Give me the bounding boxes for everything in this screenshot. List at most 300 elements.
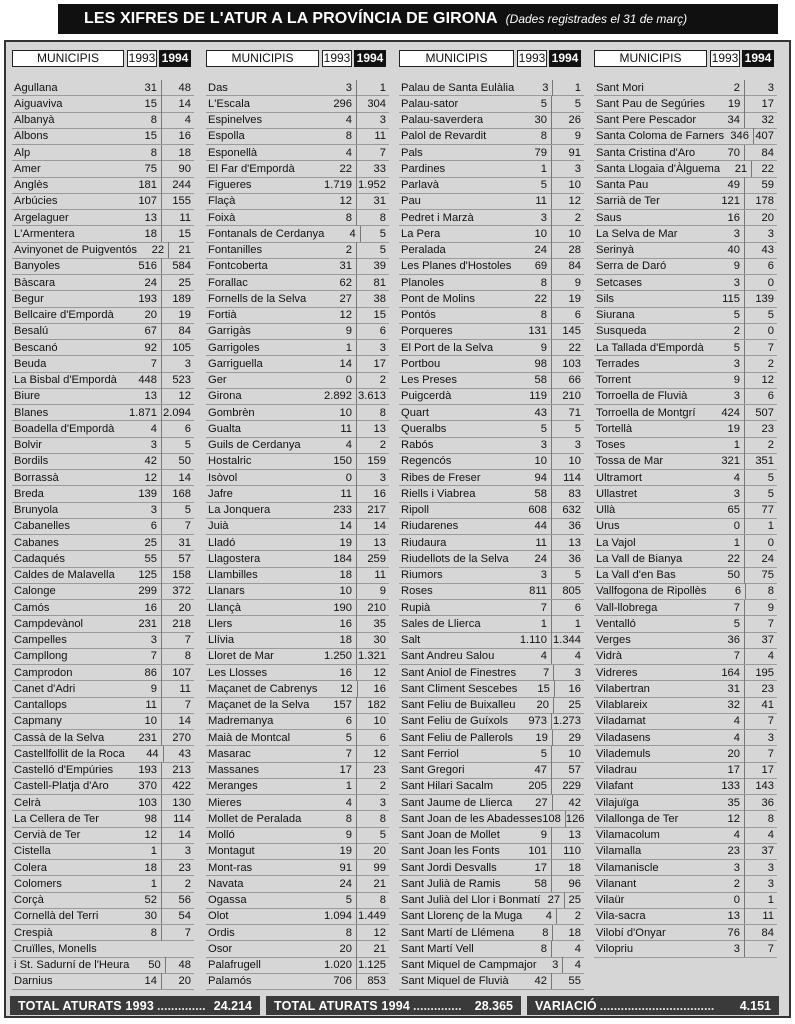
table-row (12, 145, 194, 161)
table-row (206, 893, 389, 909)
table-row (12, 681, 194, 697)
value-1993: 3 (733, 861, 740, 874)
value-1993: 10 (534, 227, 547, 240)
rows-list (399, 80, 584, 990)
municipality-name: Ripoll (401, 504, 429, 517)
table-row (206, 779, 389, 795)
table-row (594, 324, 777, 340)
value-1993: 3 (150, 504, 157, 517)
municipality-name: Llers (208, 617, 233, 630)
value-1994: 1.125 (356, 957, 389, 973)
table-row (594, 730, 777, 746)
value-1994: 23 (744, 681, 777, 697)
value-1993: 8 (540, 130, 547, 143)
value-1993: 16 (144, 601, 157, 614)
value-1994: 3 (551, 437, 584, 453)
value-1993: 22 (534, 292, 547, 305)
value-1994: 5 (161, 437, 194, 453)
value-1993: 44 (146, 747, 159, 760)
value-1993: 115 (722, 292, 740, 305)
value-1993: 231 (138, 617, 157, 630)
municipality-name: Sant Andreu Salou (401, 650, 495, 663)
table-row (594, 551, 777, 567)
table-row (594, 421, 777, 437)
table-row (206, 925, 389, 941)
table-row (12, 925, 194, 941)
table-row (594, 844, 777, 860)
value-1994: 30 (356, 632, 389, 648)
municipality-name: Terrades (596, 357, 640, 370)
value-1994: 36 (551, 551, 584, 567)
value-1993: 12 (144, 471, 157, 484)
value-1993: 4 (345, 114, 352, 127)
table-row (12, 584, 194, 600)
municipality-name: Juià (208, 520, 229, 533)
value-1994: 4 (562, 957, 584, 973)
table-row (399, 129, 584, 145)
value-1994: 11 (161, 210, 194, 226)
value-1994: 84 (161, 323, 194, 339)
value-1993: 4 (545, 910, 553, 923)
table-row (12, 259, 194, 275)
value-1994: 84 (744, 145, 777, 161)
municipality-name: Sant Julià del Llor i Bonmatí (401, 894, 541, 907)
value-1993: 133 (721, 780, 740, 793)
table-row (206, 633, 389, 649)
value-1993: 91 (339, 861, 352, 874)
value-1993: 98 (144, 812, 157, 825)
table-row (12, 893, 194, 909)
municipality-name: Lladó (208, 536, 236, 549)
value-1994: 5 (356, 242, 389, 258)
value-1994: 4 (551, 648, 584, 664)
value-1994: 195 (744, 665, 777, 681)
municipality-name: Sant Climent Sescebes (401, 682, 518, 695)
column-header (399, 50, 584, 67)
value-1994: 130 (161, 795, 194, 811)
value-1994: 2.094 (161, 405, 194, 421)
value-1994: 31 (161, 535, 194, 551)
table-row (399, 714, 584, 730)
municipality-name: Ordis (208, 926, 235, 939)
municipality-name: Riudarenes (401, 520, 459, 533)
municipality-name: Vilabertran (596, 682, 650, 695)
table-row (206, 795, 389, 811)
municipality-name: Susqueda (596, 325, 647, 338)
total-value: 28.365 (474, 998, 513, 1013)
table-row (12, 324, 194, 340)
municipality-name: La Vajol (596, 536, 636, 549)
value-1994: 107 (161, 665, 194, 681)
municipality-name: Santa Pau (596, 179, 649, 192)
municipality-name: Vilanant (596, 877, 637, 890)
municipality-name: Sant Feliu de Guíxols (401, 715, 508, 728)
value-1994: 7 (161, 632, 194, 648)
total-variacio (527, 996, 779, 1015)
table-row (206, 828, 389, 844)
value-1993: 10 (339, 585, 352, 598)
value-1993: 13 (727, 910, 740, 923)
value-1994: 1.449 (356, 908, 389, 924)
table-row (399, 96, 584, 112)
municipality-name: Fornells de la Selva (208, 292, 307, 305)
municipality-name: Espinelves (208, 114, 263, 127)
table-row (206, 113, 389, 129)
column-3 (399, 50, 584, 990)
table-row (206, 551, 389, 567)
table-row (399, 535, 584, 551)
value-1993: 16 (339, 617, 352, 630)
value-1994: 33 (356, 161, 389, 177)
value-1993: 8 (345, 926, 352, 939)
municipality-name: Crespià (14, 926, 53, 939)
value-1994: 16 (161, 128, 194, 144)
value-1993: 58 (534, 374, 547, 387)
municipality-name: Osor (208, 942, 233, 955)
municipality-name: Maçanet de Cabrenys (208, 682, 318, 695)
value-1993: 4 (733, 471, 740, 484)
value-1993: 1.871 (129, 406, 157, 419)
municipality-name: La Tallada d'Empordà (596, 341, 704, 354)
municipality-name: Les Llosses (208, 666, 268, 679)
table-row (594, 80, 777, 96)
value-1994: 10 (551, 453, 584, 469)
table-row (594, 925, 777, 941)
municipality-name: Santa Cristina d'Aro (596, 146, 696, 159)
value-1994: 9 (356, 583, 389, 599)
table-row (206, 405, 389, 421)
value-1993: 65 (727, 504, 740, 517)
table-row (594, 600, 777, 616)
municipality-name: Guils de Cerdanya (208, 439, 301, 452)
value-1994: 218 (161, 616, 194, 632)
municipality-name: Argelaguer (14, 211, 69, 224)
value-1994: 5 (356, 827, 389, 843)
municipality-name: Verges (596, 634, 631, 647)
municipality-name: Quart (401, 406, 429, 419)
value-1994: 114 (551, 470, 584, 486)
municipality-name: Torroella de Fluvià (596, 390, 688, 403)
table-row (206, 974, 389, 990)
value-1993: 47 (534, 764, 547, 777)
municipality-name: Molló (208, 829, 235, 842)
value-1993: 7 (150, 650, 157, 663)
table-row (12, 161, 194, 177)
value-1994: 9 (744, 600, 777, 616)
value-1993: 20 (339, 942, 352, 955)
table-row (206, 308, 389, 324)
table-row (399, 763, 584, 779)
table-row (206, 486, 389, 502)
value-1994: 523 (161, 372, 194, 388)
value-1993: 13 (144, 390, 157, 403)
value-1993: 2 (733, 325, 740, 338)
value-1994: 21 (356, 941, 389, 957)
table-row (399, 178, 584, 194)
value-1994: 16 (356, 486, 389, 502)
municipality-name: El Port de la Selva (401, 341, 494, 354)
value-1993: 19 (339, 845, 352, 858)
municipality-name: Parlavà (401, 179, 439, 192)
header-1994: 1994 (354, 50, 386, 67)
table-row (399, 746, 584, 762)
value-1993: 1.094 (324, 910, 352, 923)
table-row (12, 909, 194, 925)
table-row (399, 340, 584, 356)
municipality-name: Castelló d'Empúries (14, 764, 114, 777)
municipality-name: Vilafant (596, 780, 634, 793)
value-1994: 36 (744, 795, 777, 811)
value-1994: 31 (356, 193, 389, 209)
value-1994: 6 (744, 258, 777, 274)
table-row (594, 714, 777, 730)
table-row (206, 941, 389, 957)
municipality-name: Porqueres (401, 325, 453, 338)
table-row (12, 811, 194, 827)
total-label: TOTAL ATURATS 1993 (18, 998, 155, 1013)
municipality-name: Viladamat (596, 715, 646, 728)
municipality-name: i St. Sadurní de l'Heura (14, 959, 130, 972)
value-1993: 31 (727, 682, 740, 695)
municipality-name: Amer (14, 162, 41, 175)
table-row (594, 909, 777, 925)
table-row (594, 113, 777, 129)
value-1993: 18 (339, 569, 352, 582)
value-1994: 805 (551, 583, 584, 599)
municipality-name: Riudellots de la Selva (401, 552, 509, 565)
value-1993: 35 (727, 796, 740, 809)
value-1994: 14 (161, 96, 194, 112)
value-1994: 2 (744, 437, 777, 453)
table-row (12, 438, 194, 454)
value-1993: 3 (542, 81, 549, 94)
value-1993: 9 (345, 325, 352, 338)
table-row (594, 568, 777, 584)
municipality-name: Maçanet de la Selva (208, 699, 310, 712)
value-1993: 164 (721, 666, 740, 679)
value-1993: 4 (345, 796, 352, 809)
municipality-name: Celrà (14, 796, 41, 809)
value-1993: 1 (733, 536, 740, 549)
value-1993: 8 (150, 926, 157, 939)
value-1994: 7 (744, 746, 777, 762)
value-1994: 48 (161, 80, 194, 96)
municipality-name: Portbou (401, 357, 441, 370)
table-row (594, 259, 777, 275)
municipality-name: L'Escala (208, 97, 250, 110)
value-1993: 10 (339, 406, 352, 419)
value-1994: 407 (753, 128, 777, 144)
table-row (206, 129, 389, 145)
municipality-name: Llançà (208, 601, 241, 614)
municipality-name: Tossa de Mar (596, 455, 664, 468)
table-row (12, 194, 194, 210)
header-1993: 1993 (518, 51, 546, 65)
municipality-name: Cassà de la Selva (14, 731, 105, 744)
table-row (12, 243, 194, 259)
value-1993: 7 (540, 601, 547, 614)
table-row (399, 698, 584, 714)
table-row (594, 308, 777, 324)
table-row (399, 828, 584, 844)
municipality-name: Rabós (401, 439, 434, 452)
value-1993: 44 (534, 520, 547, 533)
table-row (12, 649, 194, 665)
municipality-name: La Bisbal d'Empordà (14, 374, 117, 387)
municipality-name: Jafre (208, 487, 233, 500)
value-1993: 15 (144, 130, 157, 143)
table-row (12, 665, 194, 681)
value-1993: 16 (727, 211, 740, 224)
municipality-name: Meranges (208, 780, 258, 793)
value-1993: 9 (540, 829, 547, 842)
municipality-name: Bordils (14, 455, 49, 468)
municipality-name: Pedret i Marzà (401, 211, 474, 224)
municipality-name: Colomers (14, 877, 62, 890)
table-row (594, 486, 777, 502)
table-row (594, 503, 777, 519)
municipality-name: Albons (14, 130, 49, 143)
table-row (12, 470, 194, 486)
table-row (399, 649, 584, 665)
value-1994: 17 (744, 96, 777, 112)
municipality-name: Blanes (14, 406, 49, 419)
municipality-name: Sant Aniol de Finestres (401, 666, 517, 679)
municipality-name: Vilopriu (596, 942, 634, 955)
municipality-name: Torrent (596, 374, 631, 387)
value-1993: 3 (733, 487, 740, 500)
table-row (594, 828, 777, 844)
value-1993: 131 (528, 325, 547, 338)
value-1993: 36 (727, 634, 740, 647)
value-1994: 15 (161, 226, 194, 242)
value-1993: 3 (540, 211, 547, 224)
value-1994: 103 (551, 356, 584, 372)
value-1993: 8 (540, 942, 547, 955)
value-1993: 19 (535, 731, 548, 744)
municipality-name: Siurana (596, 309, 635, 322)
value-1994: 182 (356, 697, 389, 713)
value-1993: 31 (339, 260, 352, 273)
municipality-name: Pardines (401, 162, 446, 175)
value-1993: 125 (138, 569, 157, 582)
value-1994: 7 (161, 697, 194, 713)
value-1993: 13 (144, 211, 157, 224)
value-1993: 3 (733, 276, 740, 289)
municipality-name: Urus (596, 520, 620, 533)
municipality-name: Santa Llogaia d'Àlguema (596, 162, 721, 175)
value-1994: 3 (553, 665, 584, 681)
municipality-name: Vilobí d'Onyar (596, 926, 666, 939)
value-1994: 23 (161, 860, 194, 876)
municipality-name: Ger (208, 374, 227, 387)
value-1993: 516 (138, 260, 157, 273)
table-row (206, 178, 389, 194)
value-1994: 90 (161, 161, 194, 177)
table-row (206, 194, 389, 210)
table-row (594, 665, 777, 681)
value-1993: 8 (540, 276, 547, 289)
value-1994: 4 (744, 648, 777, 664)
value-1994: 96 (551, 876, 584, 892)
value-1994: 6 (356, 730, 389, 746)
value-1994: 10 (551, 177, 584, 193)
value-1993: 3 (540, 439, 547, 452)
table-row (399, 405, 584, 421)
table-row (206, 470, 389, 486)
table-row (206, 665, 389, 681)
value-1993: 22 (339, 162, 352, 175)
table-row (12, 535, 194, 551)
table-row (12, 178, 194, 194)
table-row (206, 96, 389, 112)
table-row (399, 616, 584, 632)
table-row (399, 925, 584, 941)
table-row (399, 470, 584, 486)
value-1993: 1 (733, 439, 740, 452)
value-1993: 4 (150, 422, 157, 435)
municipality-name: Breda (14, 487, 44, 500)
value-1994: 21 (168, 242, 194, 258)
header-municipis: MUNICIPIS (12, 50, 124, 67)
value-1994: 6 (356, 323, 389, 339)
value-1993: 193 (138, 764, 157, 777)
municipality-name: Ullà (596, 504, 616, 517)
municipality-name: Palamós (208, 975, 252, 988)
value-1993: 107 (138, 195, 157, 208)
value-1993: 706 (333, 975, 352, 988)
table-row (12, 876, 194, 892)
table-row (206, 438, 389, 454)
value-1993: 49 (727, 179, 740, 192)
table-row (399, 373, 584, 389)
municipality-name: Palol de Revardit (401, 130, 487, 143)
value-1993: 448 (138, 374, 157, 387)
value-1994: 25 (553, 697, 584, 713)
value-1994: 3 (744, 730, 777, 746)
value-1993: 1 (345, 341, 352, 354)
municipality-name: La Jonquera (208, 504, 271, 517)
value-1993: 12 (144, 829, 157, 842)
value-1993: 5 (540, 747, 547, 760)
value-1994: 270 (161, 730, 194, 746)
table-row (594, 389, 777, 405)
value-1993: 1.719 (324, 179, 352, 192)
municipality-name: Biure (14, 390, 41, 403)
municipality-name: El Far d'Empordà (208, 162, 295, 175)
value-1994: 99 (356, 860, 389, 876)
table-row (594, 438, 777, 454)
table-row (399, 421, 584, 437)
value-1993: 2 (733, 81, 740, 94)
value-1994: 259 (356, 551, 389, 567)
table-row (206, 226, 389, 242)
value-1994: 2 (356, 437, 389, 453)
table-row (12, 421, 194, 437)
table-row (12, 113, 194, 129)
table-row (399, 243, 584, 259)
table-row (12, 454, 194, 470)
value-1994: 28 (551, 242, 584, 258)
value-1993: 973 (528, 715, 547, 728)
table-row (399, 811, 584, 827)
value-1994: 22 (551, 340, 584, 356)
value-1993: 24 (339, 877, 352, 890)
value-1994: 5 (551, 567, 584, 583)
table-row (594, 178, 777, 194)
table-row (594, 746, 777, 762)
value-1994: 21 (356, 876, 389, 892)
